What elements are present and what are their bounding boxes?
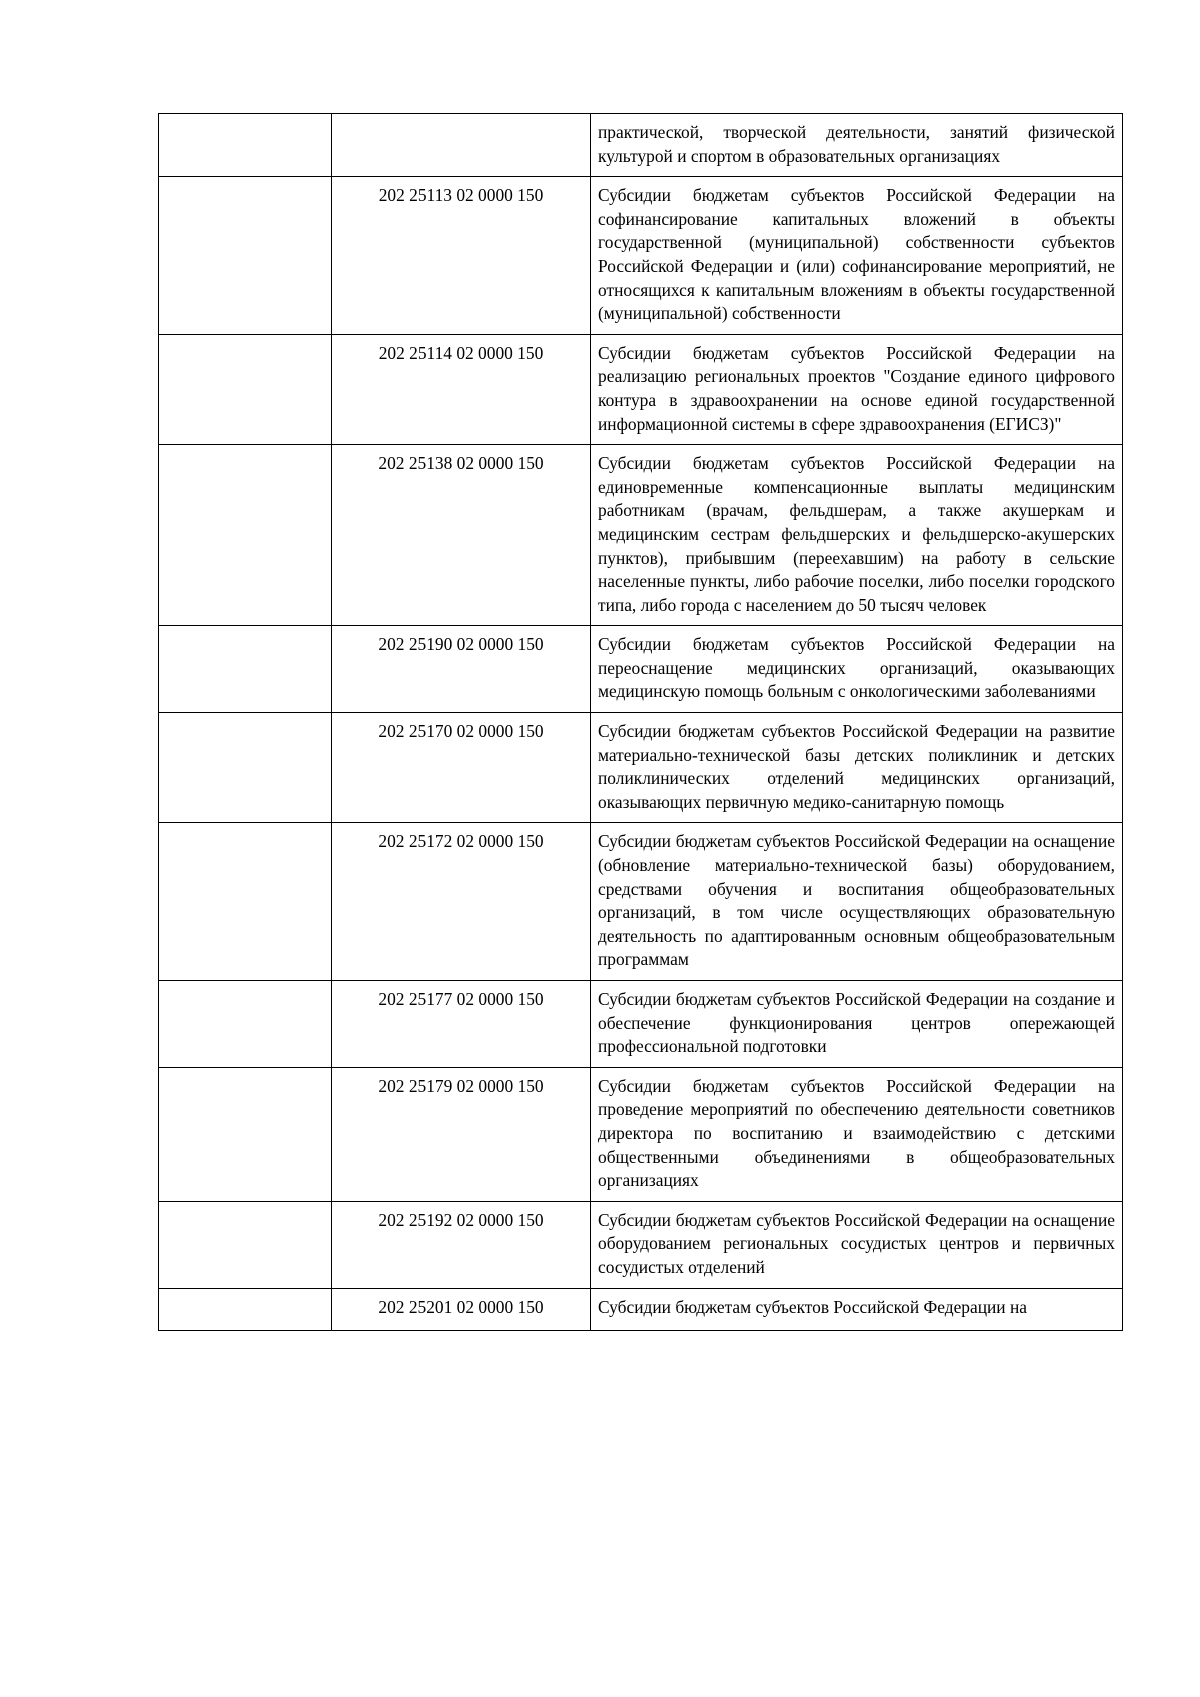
admin-code-cell bbox=[159, 334, 332, 444]
table-row bbox=[159, 334, 1123, 444]
description-cell: Субсидии бюджетам субъектов Российской Федерации на развитие материально-технической базы детских поликлиник и детских поликлинических отделений медицинских организаций, оказывающих первичную медико-санитарную помощь bbox=[591, 713, 1123, 823]
table-row bbox=[159, 445, 1123, 626]
table-row bbox=[159, 981, 1123, 1068]
budget-code-cell: 202 25113 02 0000 150 bbox=[332, 177, 591, 335]
budget-code-cell: 202 25172 02 0000 150 bbox=[332, 823, 591, 981]
table-row bbox=[159, 114, 1123, 177]
table-row bbox=[159, 626, 1123, 713]
description-cell: Субсидии бюджетам субъектов Российской Федерации на переоснащение медицинских организаций, оказывающих медицинскую помощь больным с онкологическими заболеваниями bbox=[591, 626, 1123, 713]
budget-code-cell: 202 25190 02 0000 150 bbox=[332, 626, 591, 713]
budget-code-cell: 202 25192 02 0000 150 bbox=[332, 1201, 591, 1288]
description-cell: Субсидии бюджетам субъектов Российской Федерации на проведение мероприятий по обеспечению деятельности советников директора по воспитанию и взаимодействию с детскими общественными объединениями в общеобразовательных организациях bbox=[591, 1067, 1123, 1201]
table-row bbox=[159, 1067, 1123, 1201]
admin-code-cell bbox=[159, 981, 332, 1068]
table-row bbox=[159, 1288, 1123, 1331]
budget-code-cell: 202 25201 02 0000 150 bbox=[332, 1288, 591, 1331]
budget-code-cell: 202 25179 02 0000 150 bbox=[332, 1067, 591, 1201]
description-cell: практической, творческой деятельности, занятий физической культурой и спортом в образовательных организациях bbox=[591, 114, 1123, 177]
description-cell: Субсидии бюджетам субъектов Российской Федерации на софинансирование капитальных вложений в объекты государственной (муниципальной) собственности субъектов Российской Федерации и (или) софинансирование мероприятий, не относящихся к капитальным вложениям в объекты государственной (муниципальной) собственности bbox=[591, 177, 1123, 335]
admin-code-cell bbox=[159, 445, 332, 626]
admin-code-cell bbox=[159, 823, 332, 981]
budget-code-cell: 202 25177 02 0000 150 bbox=[332, 981, 591, 1068]
admin-code-cell bbox=[159, 1067, 332, 1201]
admin-code-cell bbox=[159, 1288, 332, 1331]
table-row bbox=[159, 823, 1123, 981]
description-cell: Субсидии бюджетам субъектов Российской Федерации на единовременные компенсационные выплаты медицинским работникам (врачам, фельдшерам, а также акушеркам и медицинским сестрам фельдшерских и фельдшерско-акушерских пунктов), прибывшим (переехавшим) на работу в сельские населенные пункты, либо рабочие поселки, либо поселки городского типа, либо города с населением до 50 тысяч человек bbox=[591, 445, 1123, 626]
description-cell: Субсидии бюджетам субъектов Российской Федерации на оснащение оборудованием региональных сосудистых центров и первичных сосудистых отделений bbox=[591, 1201, 1123, 1288]
budget-code-cell: 202 25114 02 0000 150 bbox=[332, 334, 591, 444]
description-cell: Субсидии бюджетам субъектов Российской Федерации на оснащение (обновление материально-технической базы) оборудованием, средствами обучения и воспитания общеобразовательных организаций, в том числе осуществляющих образовательную деятельность по адаптированным основным общеобразовательным программам bbox=[591, 823, 1123, 981]
table-row bbox=[159, 713, 1123, 823]
admin-code-cell bbox=[159, 713, 332, 823]
description-cell: Субсидии бюджетам субъектов Российской Федерации на реализацию региональных проектов "Создание единого цифрового контура в здравоохранении на основе единой государственной информационной системы в сфере здравоохранения (ЕГИСЗ)" bbox=[591, 334, 1123, 444]
budget-code-cell: 202 25138 02 0000 150 bbox=[332, 445, 591, 626]
admin-code-cell bbox=[159, 626, 332, 713]
description-cell: Субсидии бюджетам субъектов Российской Федерации на bbox=[591, 1288, 1123, 1331]
budget-code-cell bbox=[332, 114, 591, 177]
table-row bbox=[159, 177, 1123, 335]
admin-code-cell bbox=[159, 177, 332, 335]
budget-codes-table bbox=[158, 113, 1123, 1331]
description-cell: Субсидии бюджетам субъектов Российской Федерации на создание и обеспечение функционирования центров опережающей профессиональной подготовки bbox=[591, 981, 1123, 1068]
admin-code-cell bbox=[159, 1201, 332, 1288]
admin-code-cell bbox=[159, 114, 332, 177]
table-row bbox=[159, 1201, 1123, 1288]
budget-code-cell: 202 25170 02 0000 150 bbox=[332, 713, 591, 823]
